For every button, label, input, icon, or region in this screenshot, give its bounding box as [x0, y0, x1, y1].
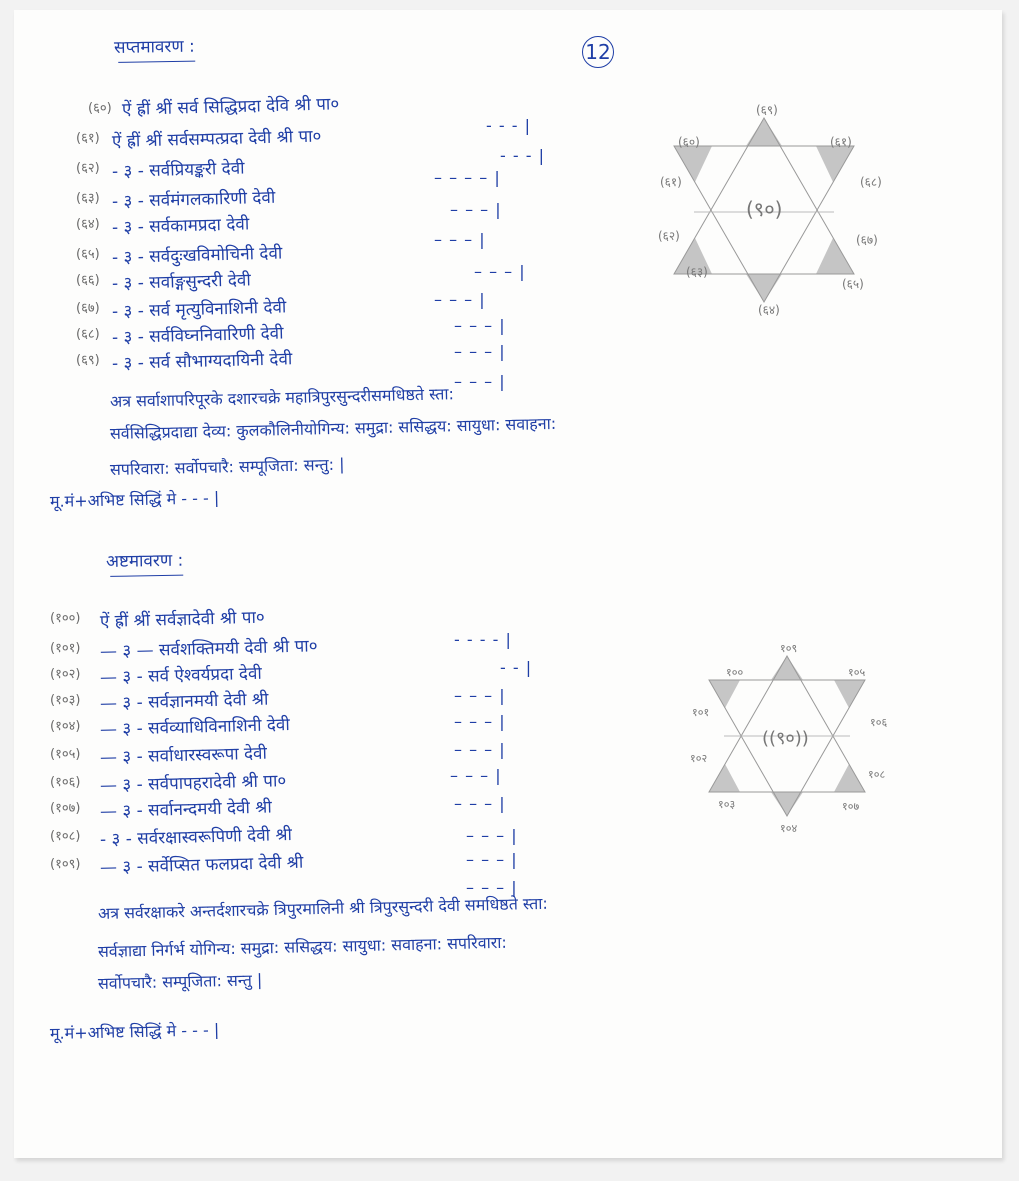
yantra-label: (६७) [856, 233, 878, 247]
item-number: (६१) [76, 131, 100, 146]
item-trail: - - - | [500, 146, 545, 165]
item-trail: - - | [500, 658, 533, 677]
item-trail: – – – | [434, 230, 486, 249]
item-text: — ३ - सर्वज्ञानमयी देवी श्री [99, 689, 269, 714]
item-trail: – – – | [454, 316, 506, 335]
item-text: - ३ - सर्व सौभाग्यदायिनी देवी [111, 349, 293, 374]
yantra-label: १०५ [848, 666, 866, 679]
item-text: — ३ - सर्वव्याधिविनाशिनी देवी [99, 715, 291, 740]
manuscript-page [14, 10, 1002, 1158]
item-text: - ३ - सर्व मृत्युविनाशिनी देवी [111, 297, 287, 322]
yantra-center-label: (९०) [746, 197, 783, 221]
yantra-label: १०४ [780, 822, 798, 835]
yantra-label: १०० [726, 666, 744, 679]
page-number: 12 [582, 36, 614, 68]
item-number: (१०७) [50, 801, 81, 816]
item-number: (१०२) [50, 667, 81, 682]
item-number: (६९) [76, 353, 100, 368]
item-trail: – – – | [466, 850, 518, 869]
paragraph-line: सर्वज्ञाद्या निर्गर्भ योगिन्य: समुद्रा: ससिद्धय: सायुधा: सवाहना: सपरिवारा: [97, 932, 508, 961]
section7-yantra-diagram [634, 102, 894, 322]
paragraph-line: सर्वोपचारै: सम्पूजिता: सन्तु | [97, 970, 263, 993]
item-trail: – – – | [454, 712, 506, 731]
item-number: (१००) [50, 611, 81, 626]
yantra-label: (६५) [842, 277, 864, 291]
item-number: (१०६) [50, 775, 81, 790]
item-text: - ३ - सर्वाङ्गसुन्दरी देवी [111, 270, 252, 294]
item-text: — ३ - सर्वपापहरादेवी श्री पा० [99, 771, 287, 796]
yantra-label: (६४) [758, 303, 780, 317]
item-text: ऐं ह्रीं श्रीं सर्वज्ञादेवी श्री पा० [99, 607, 265, 632]
item-text: — ३ - सर्वाधारस्वरूपा देवी [99, 743, 268, 768]
item-number: (६२) [76, 161, 100, 176]
item-trail: – – – | [466, 826, 518, 845]
item-text: — ३ - सर्वेप्सित फलप्रदा देवी श्री [99, 852, 304, 878]
yantra-label: (६३) [686, 265, 708, 279]
item-trail: – – – | [474, 262, 526, 281]
section8-heading: अष्टमावरण : [105, 550, 184, 572]
item-text: - ३ - सर्वकामप्रदा देवी [111, 214, 250, 238]
item-trail: – – – | [454, 794, 506, 813]
item-number: (६७) [76, 301, 100, 316]
item-trail: – – – | [434, 290, 486, 309]
yantra-label: १०७ [842, 800, 860, 813]
item-trail: – – – – | [434, 168, 501, 187]
yantra-label: (६१) [830, 135, 852, 149]
item-text: - ३ - सर्वमंगलकारिणी देवी [111, 187, 276, 212]
item-number: (६६) [76, 273, 100, 288]
item-text: — ३ — सर्वशक्तिमयी देवी श्री पा० [99, 636, 318, 662]
item-number: (६८) [76, 327, 100, 342]
item-number: (६४) [76, 217, 100, 232]
item-text: - ३ - सर्वप्रियङ्करी देवी [111, 158, 245, 182]
yantra-label: (६०) [678, 135, 700, 149]
item-text: — ३ - सर्वानन्दमयी देवी श्री [99, 797, 273, 822]
item-number: (६०) [88, 101, 112, 116]
paragraph-line: अत्र सर्वरक्षाकरे अन्तर्दशारचक्रे त्रिपुरमालिनी श्री त्रिपुरसुन्दरी देवी समधिष्ठते स्ता: [97, 893, 549, 923]
item-text: — ३ - सर्व ऐश्वर्यप्रदा देवी [99, 663, 263, 688]
item-trail: – – – | [454, 342, 506, 361]
yantra-label: १०८ [868, 768, 886, 781]
yantra-label: १०९ [780, 642, 798, 655]
section7-heading: सप्तमावरण : [113, 36, 195, 58]
yantra-label: १०१ [692, 706, 710, 719]
yantra-center-label: ((९०)) [762, 728, 809, 749]
item-number: (६३) [76, 191, 100, 206]
yantra-label: (६१) [660, 175, 682, 189]
paragraph-line: मू.मं+अभिष्ट सिद्धिं मे - - - | [49, 488, 220, 511]
yantra-label: १०२ [690, 752, 708, 765]
item-number: (६५) [76, 247, 100, 262]
item-number: (१०९) [50, 857, 81, 872]
item-trail: – – – | [454, 372, 506, 391]
yantra-label: १०३ [718, 798, 736, 811]
paragraph-line: मू.मं+अभिष्ट सिद्धिं मे - - - | [49, 1020, 220, 1043]
item-trail: – – – | [454, 740, 506, 759]
item-text: - ३ - सर्वदुःखविमोचिनी देवी [111, 243, 283, 268]
item-trail: – – – | [450, 766, 502, 785]
yantra-label: (६२) [658, 229, 680, 243]
item-text: ऐं ह्रीं श्रीं सर्व सिद्धिप्रदा देवि श्री पा० [121, 94, 340, 120]
item-trail: – – – | [466, 878, 518, 897]
yantra-label: (६९) [756, 103, 778, 117]
item-number: (१०१) [50, 641, 81, 656]
paragraph-line: सर्वसिद्धिप्रदाद्या देव्य: कुलकौलिनीयोगिन्य: समुद्रा: ससिद्धय: सायुधा: सवाहना: [109, 413, 557, 443]
item-trail: - - - - | [454, 630, 512, 649]
item-trail: - - - | [486, 116, 531, 135]
item-number: (१०३) [50, 693, 81, 708]
item-text: - ३ - सर्वरक्षास्वरूपिणी देवी श्री [99, 824, 293, 850]
paragraph-line: सपरिवारा: सर्वोपचारै: सम्पूजिता: सन्तु: | [109, 454, 345, 479]
item-trail: – – – | [454, 686, 506, 705]
item-number: (१०५) [50, 747, 81, 762]
yantra-label: (६८) [860, 175, 882, 189]
paragraph-line: अत्र सर्वाशापरिपूरके दशारचक्रे महात्रिपुरसुन्दरीसमधिष्ठते स्ता: [109, 384, 455, 411]
item-number: (१०४) [50, 719, 81, 734]
section8-yantra-diagram [690, 640, 900, 840]
item-trail: – – – | [450, 200, 502, 219]
item-number: (१०८) [50, 829, 81, 844]
item-text: ऐं ह्रीं श्रीं सर्वसम्पत्प्रदा देवी श्री पा० [111, 126, 322, 152]
yantra-label: १०६ [870, 716, 888, 729]
item-text: - ३ - सर्वविघ्ननिवारिणी देवी [111, 323, 284, 348]
